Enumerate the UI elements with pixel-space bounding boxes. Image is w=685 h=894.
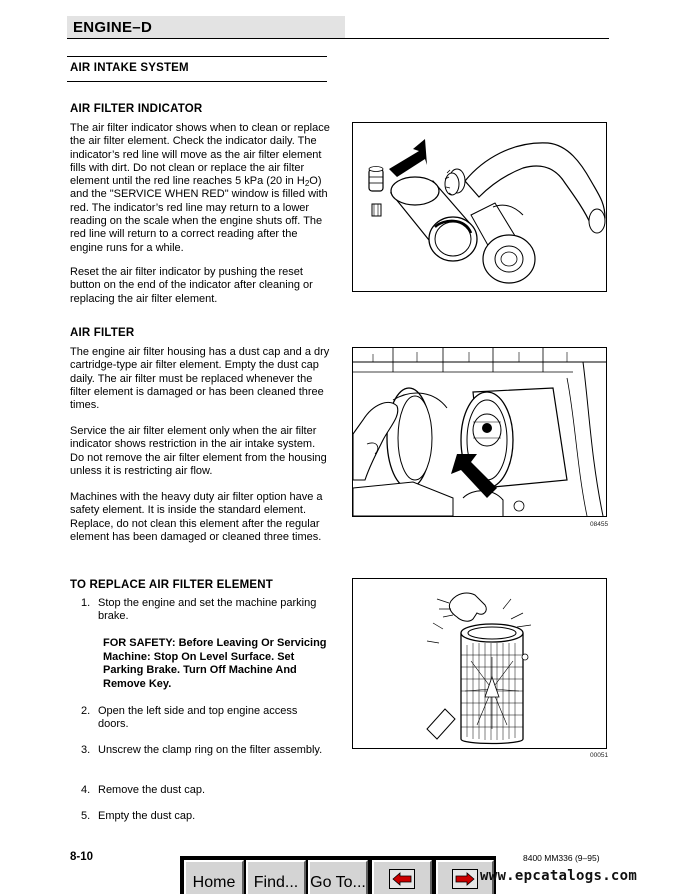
step-text: Unscrew the clamp ring on the filter assembly.	[98, 744, 323, 756]
step-number: 4.	[81, 784, 91, 796]
step-item	[70, 705, 332, 733]
step-item	[70, 597, 332, 625]
header-divider	[67, 38, 609, 39]
page-number: 8-10	[70, 851, 94, 863]
step-number: 3.	[81, 744, 91, 756]
right-arrow-icon	[452, 869, 478, 889]
step-item	[70, 744, 332, 772]
step-number: 5.	[81, 810, 91, 822]
figure-air-filter-indicator	[352, 122, 607, 292]
section-heading-air-intake: AIR INTAKE SYSTEM	[70, 62, 189, 74]
step-item	[70, 784, 332, 798]
page-title: ENGINE–D	[73, 19, 153, 36]
goto-button[interactable]: Go To...	[308, 860, 368, 894]
air-filter-paragraph-3: Machines with the heavy duty air filter option have a safety element. It is inside the standard element. Replace, do not clean this element after the regular element has been damaged or cleaned three times.	[70, 491, 323, 543]
figure-filter-element	[352, 578, 607, 749]
figure-number: 08455	[590, 521, 609, 528]
section-divider	[67, 81, 327, 82]
step-number: 1.	[81, 597, 91, 609]
home-button[interactable]: Home	[184, 860, 244, 894]
watermark-text: www.epcatalogs.com	[480, 868, 638, 884]
safety-warning: FOR SAFETY: Before Leaving Or Servicing Machine: Stop On Level Surface. Set Parking Brake. Turn Off Machine And Remove Key.	[103, 637, 327, 690]
indicator-paragraph-2: Reset the air filter indicator by pushing the reset button on the end of the indicator after cleaning or replacing the air filter element.	[70, 266, 313, 305]
step-item	[70, 810, 332, 824]
section-heading-filter-indicator: AIR FILTER INDICATOR	[70, 103, 203, 115]
left-arrow-icon	[389, 869, 415, 889]
step-number: 2.	[81, 705, 91, 717]
find-button[interactable]: Find...	[246, 860, 306, 894]
step-text: Open the left side and top engine access doors.	[98, 705, 298, 731]
figure-number: 00051	[590, 752, 609, 759]
indicator-paragraph-1: The air filter indicator shows when to clean or replace the air filter element. Check the indicator daily. The indicator’s red line will move as the air filter element fills with dirt. Do not clean or replace the air filter element until the red line reaches 5 kPa (20 in $H_2O$) and the "SERVICE WHEN RED" window is filled with red. The indicator’s red line may return to a lower reading on the scale when the engine shuts off. The red line will return to a correct reading after the engine runs for a while.	[70, 122, 330, 254]
previous-page-button[interactable]	[372, 860, 432, 894]
figure-air-filter-housing	[352, 347, 607, 517]
step-text: Stop the engine and set the machine parking brake.	[98, 597, 317, 623]
air-filter-paragraph-2: Service the air filter element only when the air filter indicator shows restriction in the air intake system. Do not remove the air filter element from the housing unless it is restricting air flow.	[70, 425, 327, 477]
step-text: Remove the dust cap.	[98, 784, 206, 796]
section-heading-replace-element: TO REPLACE AIR FILTER ELEMENT	[70, 579, 274, 591]
section-divider	[67, 56, 327, 57]
air-filter-paragraph-1: The engine air filter housing has a dust cap and a dry cartridge-type air filter element. Empty the dust cap daily. The air filter must be replaced whenever the filter element is damaged or has been cleaned three times.	[70, 346, 330, 412]
step-text: Empty the dust cap.	[98, 810, 196, 822]
section-heading-air-filter: AIR FILTER	[70, 327, 135, 339]
document-id: 8400 MM336 (9–95)	[523, 853, 600, 863]
